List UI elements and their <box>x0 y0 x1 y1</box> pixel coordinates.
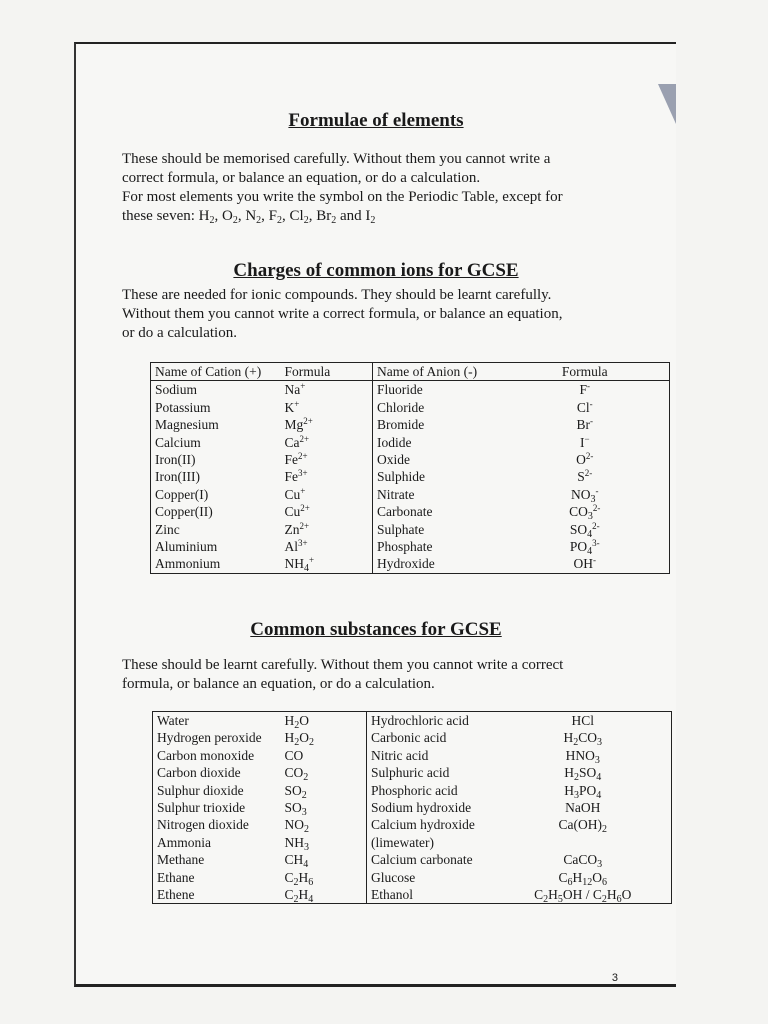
formula-text: Fe <box>284 452 298 468</box>
list-separator: , <box>282 208 290 224</box>
formula-text: SO <box>284 800 302 816</box>
substance-formula <box>281 747 367 764</box>
subscript: 3 <box>597 859 603 871</box>
subscript: 4 <box>587 546 593 558</box>
superscript: 3+ <box>298 538 308 549</box>
substance-formula <box>495 799 672 816</box>
superscript: 2+ <box>298 451 308 462</box>
subscript: 2 <box>309 737 314 749</box>
substance-formula <box>495 729 672 749</box>
element-formula <box>316 208 336 224</box>
formula-text: O <box>299 730 309 746</box>
substance-row <box>153 869 672 886</box>
subscript: 4 <box>587 528 593 540</box>
subscript: 2 <box>304 824 309 836</box>
cation-formula <box>281 399 373 416</box>
superscript: 2- <box>584 468 593 479</box>
intro-paragraph-ions <box>122 286 662 343</box>
formula-text: SO <box>569 521 588 537</box>
element-formula <box>222 208 238 224</box>
subscript: 4 <box>304 563 309 575</box>
superscript: 2- <box>592 520 600 531</box>
subscript: 2 <box>303 772 309 784</box>
substance-name: Phosphoric acid <box>371 782 458 798</box>
substance-formula <box>495 782 672 799</box>
anion-formula <box>501 451 670 468</box>
subscript: 3 <box>304 841 309 853</box>
substance-formula <box>495 851 672 871</box>
subscript: 2 <box>301 789 307 801</box>
intro-paragraph-elements <box>122 150 662 226</box>
substance-name: Ammonia <box>157 834 211 850</box>
formula-text: I <box>365 208 371 224</box>
document-page <box>74 42 676 987</box>
subscript: 3 <box>573 789 579 801</box>
para-line: correct formula, or balance an equation, or do a calculation. <box>122 170 481 186</box>
subscript: 2 <box>303 215 309 226</box>
subscript: 6 <box>616 894 622 906</box>
cation-name: Magnesium <box>155 417 219 433</box>
ion-row <box>151 555 670 573</box>
substance-row <box>153 799 672 816</box>
substance-formula <box>281 764 367 784</box>
formula-text: HNO <box>565 747 595 763</box>
subscript: 3 <box>594 754 600 766</box>
formula-text: NO <box>284 817 304 833</box>
formula-text: Cl <box>576 399 590 415</box>
subscript: 2 <box>370 215 376 226</box>
para-line: formula, or balance an equation, or do a calculation. <box>122 676 435 692</box>
anion-name: Hydroxide <box>377 556 435 572</box>
substance-name: Glucose <box>371 869 416 885</box>
para-line: These should be memorised carefully. Without them you cannot write a <box>122 151 551 167</box>
cation-formula <box>281 381 373 399</box>
substance-name: Nitric acid <box>371 747 429 763</box>
substance-formula <box>495 869 672 886</box>
formula-text: H <box>572 869 583 885</box>
seven-elements-line <box>122 207 662 226</box>
ion-row <box>151 521 670 538</box>
ion-row <box>151 399 670 416</box>
substance-formula <box>495 816 672 836</box>
formula-text: C <box>534 887 544 903</box>
cation-formula <box>281 434 373 451</box>
cation-formula <box>281 416 373 433</box>
superscript: 2+ <box>299 520 310 531</box>
cation-name: Aluminium <box>155 539 218 555</box>
substance-name: Sulphuric acid <box>371 765 450 781</box>
formula-text: OH / C <box>562 887 602 903</box>
subscript: 2 <box>543 894 549 906</box>
substance-formula <box>281 729 367 749</box>
superscript: 3- <box>592 538 600 549</box>
list-separator: , <box>308 208 317 224</box>
formula-text: CO <box>578 730 597 746</box>
substance-formula <box>281 869 367 886</box>
page-number: 3 <box>611 972 618 984</box>
heading-charges-of-ions: Charges of common ions for GCSE <box>233 260 519 281</box>
formula-text: PO <box>569 539 588 555</box>
formula-text: H <box>298 887 309 903</box>
ion-row <box>151 503 670 520</box>
cation-name: Copper(I) <box>155 486 209 502</box>
substance-name: Nitrogen dioxide <box>157 817 249 833</box>
anion-name: Bromide <box>377 417 425 433</box>
ion-row <box>151 416 670 433</box>
cation-name: Copper(II) <box>155 504 213 520</box>
superscript: + <box>294 398 300 409</box>
anion-name: Nitrate <box>377 486 415 502</box>
anion-formula <box>501 521 670 538</box>
superscript: 2+ <box>300 503 310 514</box>
subscript: 6 <box>567 876 573 888</box>
subscript: 2 <box>294 737 300 749</box>
formula-text: PO <box>578 782 597 798</box>
ions-header-row <box>151 363 670 381</box>
formula-text: CaCO <box>563 852 598 868</box>
formula-text: O <box>221 208 233 224</box>
cation-formula <box>281 521 373 538</box>
formula-text: F <box>579 382 587 398</box>
subscript: 2 <box>232 215 238 226</box>
anion-name: Oxide <box>377 452 410 468</box>
cation-name: Iron(II) <box>155 452 196 468</box>
substance-formula <box>281 816 367 836</box>
substance-formula <box>281 886 367 904</box>
formula-text: SO <box>578 765 597 781</box>
subscript: 3 <box>301 807 307 819</box>
formula-text: H <box>548 887 558 903</box>
formula-text: CO <box>284 765 304 781</box>
list-separator: and <box>336 208 366 224</box>
subscript: 4 <box>596 772 602 784</box>
anion-name: Iodide <box>377 434 412 450</box>
anion-formula <box>501 503 670 523</box>
substance-row <box>153 747 672 764</box>
substance-row <box>153 712 672 730</box>
superscript: - <box>590 416 593 427</box>
subscript: 4 <box>596 789 602 801</box>
anion-name: Carbonate <box>377 504 433 520</box>
formula-text: Al <box>284 539 298 555</box>
substance-row <box>153 782 672 799</box>
cation-name: Iron(III) <box>155 469 200 485</box>
subscript: 3 <box>587 511 593 523</box>
substance-name: Sulphur dioxide <box>157 782 244 798</box>
cation-formula <box>281 451 373 468</box>
substance-row <box>153 764 672 781</box>
cation-name: Zinc <box>155 521 180 537</box>
subscript: 2 <box>294 720 300 731</box>
cation-name: Ammonium <box>155 556 221 572</box>
superscript: 3+ <box>298 468 308 479</box>
formula-text: Cl <box>289 208 304 224</box>
substance-name: Sodium hydroxide <box>371 800 472 816</box>
element-formula <box>199 208 215 224</box>
formula-text: H <box>298 869 309 885</box>
superscript: - <box>593 555 596 566</box>
formula-text: HCl <box>571 713 594 728</box>
superscript: 2- <box>592 503 601 514</box>
anion-name: Sulphide <box>377 469 426 485</box>
anion-formula <box>501 399 670 416</box>
anion-formula <box>501 416 670 433</box>
substance-row <box>153 816 672 833</box>
formula-text: C <box>284 887 294 903</box>
heading-formulae-of-elements: Formulae of elements <box>288 110 464 131</box>
cation-formula <box>281 503 373 520</box>
subscript: 2 <box>256 215 262 226</box>
subscript: 2 <box>293 876 299 888</box>
superscript: 2+ <box>299 433 310 444</box>
substance-name: Sulphur trioxide <box>157 800 246 816</box>
anion-formula <box>501 468 670 485</box>
formula-text: H <box>564 782 574 798</box>
list-separator: , <box>237 208 246 224</box>
subscript: 6 <box>308 876 314 888</box>
seven-elements-list <box>199 208 376 224</box>
formula-text: Fe <box>284 469 298 485</box>
substance-name: Carbon monoxide <box>157 747 255 763</box>
anion-formula <box>501 486 670 503</box>
heading-common-substances: Common substances for GCSE <box>250 619 502 640</box>
formula-text: Cu <box>284 486 301 502</box>
subscript: 2 <box>573 737 579 749</box>
formula-text: Mg <box>284 417 304 433</box>
formula-text: F <box>268 208 278 224</box>
superscript: - <box>589 398 593 409</box>
subscript: 6 <box>602 876 607 888</box>
formula-text: Br <box>576 417 590 433</box>
formula-text: CH <box>284 852 304 868</box>
substance-name: Ethanol <box>371 887 413 903</box>
superscript: 2- <box>585 451 594 462</box>
subscript: 3 <box>590 493 596 505</box>
subscript: 2 <box>277 215 283 226</box>
formula-text: O <box>592 869 602 885</box>
cation-formula <box>281 555 373 573</box>
cation-name: Potassium <box>155 399 211 415</box>
subscript: 4 <box>303 859 309 871</box>
substance-name: Hydrogen peroxide <box>157 730 262 746</box>
ion-row <box>151 451 670 468</box>
anion-name: Chloride <box>377 399 425 415</box>
substance-row <box>153 729 672 746</box>
formula-text: Na <box>284 382 301 398</box>
superscript: − <box>584 433 590 444</box>
substance-name: Ethane <box>157 869 195 885</box>
formula-text: NO <box>571 486 591 502</box>
substance-name: (limewater) <box>371 834 434 850</box>
substance-row <box>153 886 672 904</box>
formula-text: H <box>284 713 295 728</box>
substance-formula <box>281 834 367 851</box>
substance-formula <box>495 834 672 851</box>
substance-formula <box>495 747 672 764</box>
element-formula <box>245 208 261 224</box>
anion-formula <box>501 538 670 558</box>
superscript: + <box>300 381 306 392</box>
formula-text: H <box>564 765 574 781</box>
formula-text: Ca <box>284 434 300 450</box>
formula-text: O <box>299 713 309 728</box>
formula-text: C <box>284 869 294 885</box>
formula-text: H <box>198 208 210 224</box>
formula-text: Ca(OH) <box>558 817 602 833</box>
formula-text: NH <box>284 556 304 572</box>
element-formula <box>269 208 282 224</box>
cation-name: Sodium <box>155 382 198 398</box>
formula-text: I <box>579 434 585 450</box>
subscript: 4 <box>308 894 314 906</box>
anion-formula <box>501 434 670 451</box>
formula-text: S <box>577 469 585 485</box>
formula-text: CO <box>569 504 588 520</box>
subscript: 3 <box>597 737 602 749</box>
formula-text: CO <box>284 747 304 763</box>
seven-prefix: these seven: <box>122 208 199 224</box>
subscript: 2 <box>331 215 337 226</box>
formula-text: H <box>606 887 617 903</box>
substance-formula <box>281 712 367 730</box>
substance-formula <box>495 886 672 904</box>
formula-text: SO <box>284 782 302 798</box>
cation-formula <box>281 538 373 555</box>
ion-row <box>151 381 670 399</box>
substance-formula <box>495 712 672 730</box>
ion-row <box>151 468 670 485</box>
ion-row <box>151 434 670 451</box>
formula-text: Br <box>316 208 332 224</box>
substance-name: Methane <box>157 852 205 868</box>
substance-name: Calcium hydroxide <box>371 817 475 833</box>
list-separator: , <box>261 208 269 224</box>
superscript: - <box>587 381 590 392</box>
substance-name: Hydrochloric acid <box>371 713 469 728</box>
substance-name: Ethene <box>157 887 195 903</box>
substance-name: Carbon dioxide <box>157 765 241 781</box>
substance-name: Water <box>157 713 189 728</box>
anion-name: Sulphate <box>377 521 425 537</box>
subscript: 2 <box>601 894 607 906</box>
header-cation: Name of Cation (+) <box>151 363 281 381</box>
substance-formula <box>281 799 367 819</box>
para-line: or do a calculation. <box>122 325 237 341</box>
formula-text: H <box>284 730 295 746</box>
formula-text: NH <box>284 834 304 850</box>
substance-row <box>153 834 672 851</box>
substance-row <box>153 851 672 868</box>
anion-name: Fluoride <box>377 382 423 398</box>
anion-formula <box>501 555 670 573</box>
superscript: + <box>309 555 315 566</box>
cation-formula <box>281 486 373 503</box>
para-line: These are needed for ionic compounds. They should be learnt carefully. <box>122 287 552 303</box>
formula-text: H <box>563 730 574 746</box>
substance-name: Carbonic acid <box>371 730 447 746</box>
formula-text: Cu <box>284 504 301 520</box>
element-formula <box>290 208 309 224</box>
subscript: 2 <box>602 824 607 836</box>
intro-paragraph-substances <box>122 656 662 694</box>
superscript: - <box>595 485 599 496</box>
ions-table <box>150 362 670 574</box>
header-anion-formula: Formula <box>501 363 670 381</box>
header-anion: Name of Anion (-) <box>373 363 501 381</box>
substance-formula <box>281 851 367 871</box>
para-line: For most elements you write the symbol on the Periodic Table, except for <box>122 189 563 205</box>
anion-formula <box>501 381 670 399</box>
list-separator: , <box>214 208 222 224</box>
ion-row <box>151 486 670 503</box>
element-formula <box>365 208 375 224</box>
substance-formula <box>495 764 672 784</box>
subscript: 2 <box>573 772 579 784</box>
substance-formula <box>281 782 367 799</box>
substance-name: Calcium carbonate <box>371 852 473 868</box>
formula-text: C <box>558 869 568 885</box>
superscript: 2+ <box>303 416 313 427</box>
substances-table <box>152 711 672 904</box>
subscript: 2 <box>209 215 215 226</box>
superscript: + <box>300 485 306 496</box>
para-line: These should be learnt carefully. Without them you cannot write a correct <box>122 657 564 673</box>
subscript: 12 <box>582 876 593 888</box>
cation-name: Calcium <box>155 434 201 450</box>
subscript: 5 <box>557 894 563 906</box>
cation-formula <box>281 468 373 485</box>
header-cation-formula: Formula <box>281 363 373 381</box>
formula-text: Zn <box>284 521 300 537</box>
formula-text: N <box>245 208 257 224</box>
anion-name: Phosphate <box>377 539 433 555</box>
formula-text: O <box>621 887 632 903</box>
formula-text: O <box>576 452 586 468</box>
subscript: 2 <box>293 894 299 906</box>
formula-text: NaOH <box>565 800 601 816</box>
para-line: Without them you cannot write a correct formula, or balance an equation, <box>122 306 563 322</box>
formula-text: K <box>284 399 295 415</box>
formula-text: OH <box>573 556 593 572</box>
ion-row <box>151 538 670 555</box>
